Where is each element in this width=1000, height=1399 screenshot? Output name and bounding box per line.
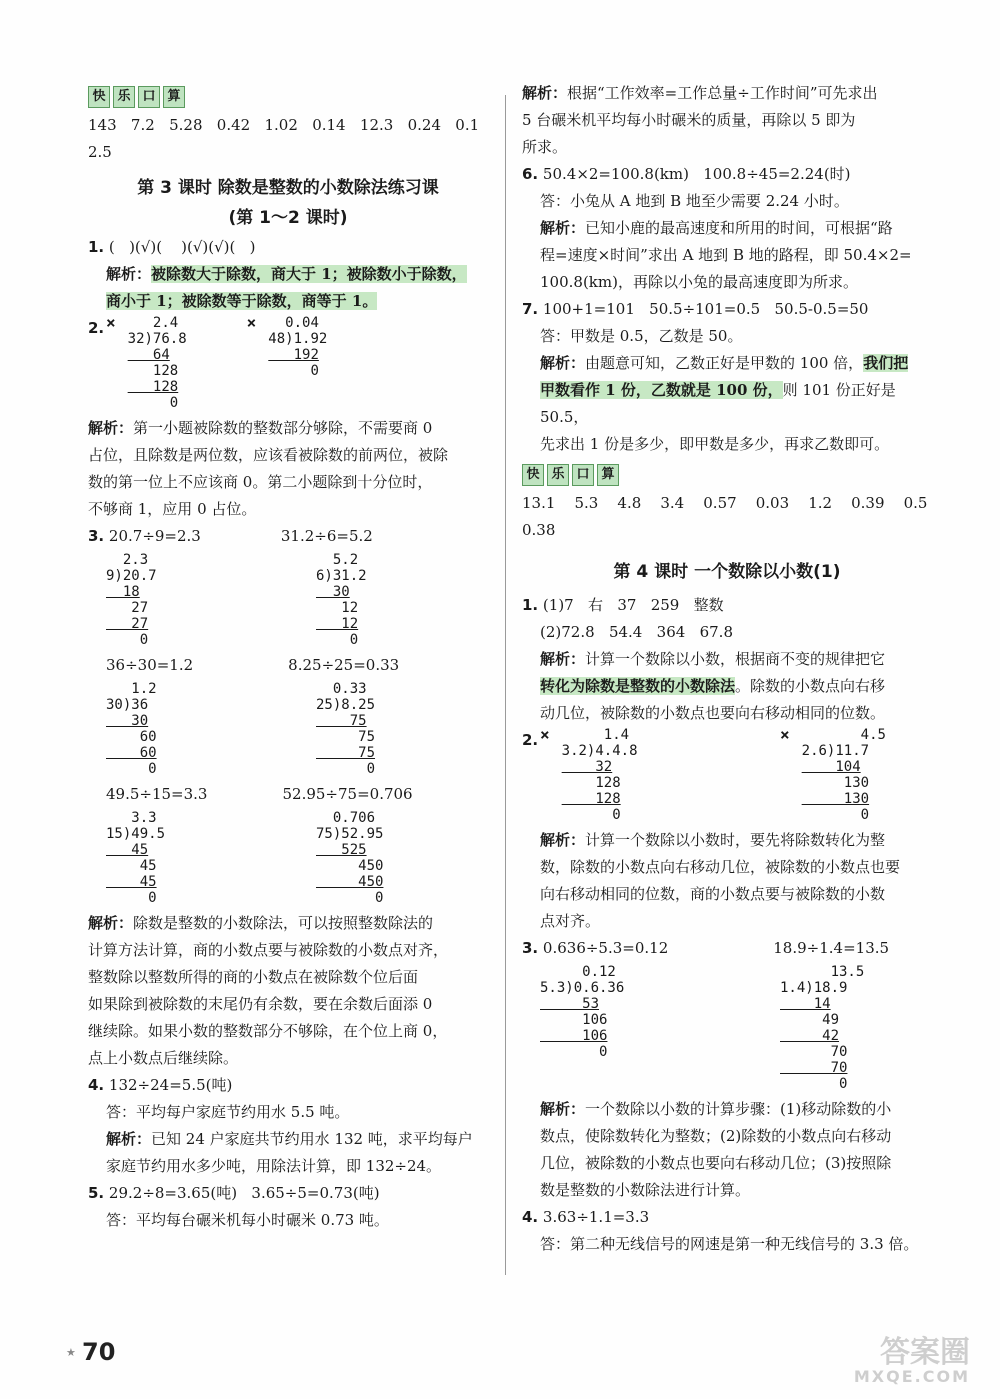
column-divider [505, 95, 506, 1275]
answer: 答：平均每台碾米机每小时碾米 0.73 吨。 [106, 1211, 389, 1229]
analysis: 解析：已知小鹿的最高速度和所用的时间，可根据“路 [540, 219, 893, 237]
question-1: 1. ( )(√)( )(√)(√)( ) [88, 238, 256, 256]
analysis-line: 计算方法计算，商的小数点要与被除数的小数点对齐， [88, 941, 449, 959]
analysis-line: 点对齐。 [540, 912, 601, 930]
analysis-line: 先求出 1 份是多少，即甲数是多少，再求乙数即可。 [540, 435, 890, 453]
analysis-line: 程=速度×时间”求出 A 地到 B 地的路程，即 50.4×2= [540, 246, 912, 264]
section-title: 第 4 课时 一个数除以小数(1) [613, 562, 841, 582]
analysis-line: 如果除到被除数的末尾仍有余数，要在余数后面添 0 [88, 995, 433, 1013]
kuaile-kousuan-badge: 快 乐 口 算 [88, 86, 185, 108]
analysis-line: 数，除数的小数点向右移动几位，被除数的小数点也要 [540, 858, 901, 876]
analysis-line: 5 台碾米机平均每小时碾米的质量，再除以 5 即为 [522, 111, 856, 129]
analysis: 解析：除数是整数的小数除法，可以按照整数除法的 [88, 914, 434, 932]
long-division: × 2.4 32)76.8 64 128 128 0 [106, 313, 187, 411]
kousuan-answers: 143 7.2 5.28 0.42 1.02 0.14 12.3 0.24 0.1 [88, 116, 480, 134]
analysis: 解析：根据“工作效率=工作总量÷工作时间”可先求出 [522, 84, 878, 102]
question-2: 2. [522, 731, 539, 749]
analysis-line: 占位，且除数是两位数，应该看被除数的前两位，被除 [88, 446, 449, 464]
long-division: × 4.5 2.6)11.7 104 130 130 0 [780, 725, 886, 823]
long-division: × 1.4 3.2)4.4.8 32 128 128 0 [540, 725, 638, 823]
question-1: 1. (1)7 右 37 259 整数 [522, 596, 724, 614]
question-2-calcs [88, 315, 488, 411]
question-5: 5. 29.2÷8=3.65(吨) 3.65÷5=0.73(吨) [88, 1184, 380, 1202]
answer-line: (2)72.8 54.4 364 67.8 [540, 623, 733, 641]
long-division: 0.706 75)52.95 525 450 450 0 [316, 810, 384, 906]
question-4: 4. 132÷24=5.5(吨) [88, 1076, 233, 1094]
left-column [88, 80, 488, 1234]
right-column [522, 80, 932, 1258]
question-3: 3. 0.636÷5.3=0.12 18.9÷1.4=13.5 [522, 939, 890, 957]
answer: 答：平均每户家庭节约用水 5.5 吨。 [106, 1103, 350, 1121]
question-2-calcs [522, 727, 932, 823]
question-7: 7. 100+1=101 50.5÷101=0.5 50.5-0.5=50 [522, 300, 869, 318]
analysis: 解析：一个数除以小数的计算步骤：(1)移动除数的小 [540, 1100, 892, 1118]
equations: 49.5÷15=3.3 52.95÷75=0.706 [106, 785, 413, 803]
analysis-line: 向右移动相同的位数，商的小数点要与被除数的小数 [540, 885, 886, 903]
star-icon: ★ [66, 1346, 76, 1359]
analysis: 解析：计算一个数除以小数时，要先将除数转化为整 [540, 831, 886, 849]
analysis-line: 动几位，被除数的小数点也要向右移动相同的位数。 [540, 704, 886, 722]
analysis-line: 所求。 [522, 138, 568, 156]
analysis-line: 数是整数的小数除法进行计算。 [540, 1181, 751, 1199]
analysis: 解析：由题意可知，乙数正好是甲数的 100 倍，我们把 [540, 354, 909, 372]
page-number: 70 [82, 1338, 116, 1366]
analysis-line: 整数除以整数所得的商的小数点在被除数个位后面 [88, 968, 419, 986]
analysis-line: 家庭节约用水多少吨，用除法计算，即 132÷24。 [106, 1157, 442, 1175]
answer: 答：小兔从 A 地到 B 地至少需要 2.24 小时。 [540, 192, 849, 210]
analysis: 解析：计算一个数除以小数，根据商不变的规律把它 [540, 650, 886, 668]
long-division: 0.33 25)8.25 75 75 75 0 [316, 681, 376, 777]
analysis-line: 数的第一位上不应该商 0。第二小题除到十分位时， [88, 473, 433, 491]
analysis-line: 数点，使除数转化为整数；(2)除数的小数点向右移动 [540, 1127, 892, 1145]
long-division: × 0.04 48)1.92 192 0 [246, 313, 328, 379]
analysis: 解析：被除数大于除数，商大于 1；被除数小于除数， [106, 265, 467, 283]
calc-group [88, 810, 488, 906]
analysis: 解析：第一小题被除数的整数部分够除，不需要商 0 [88, 419, 433, 437]
answer: 答：甲数是 0.5，乙数是 50。 [540, 327, 743, 345]
long-division: 1.2 30)36 30 60 60 0 [106, 681, 157, 777]
section-title: 第 3 课时 除数是整数的小数除法练习课 [137, 178, 439, 198]
analysis-line: 几位，被除数的小数点也要向右移动几位；(3)按照除 [540, 1154, 892, 1172]
answer: 答：第二种无线信号的网速是第一种无线信号的 3.3 倍。 [540, 1235, 919, 1253]
long-division: 13.5 1.4)18.9 14 49 42 70 70 0 [780, 964, 865, 1092]
analysis-line: 点上小数点后继续除。 [88, 1049, 239, 1067]
equations: 36÷30=1.2 8.25÷25=0.33 [106, 656, 400, 674]
question-4: 4. 3.63÷1.1=3.3 [522, 1208, 650, 1226]
long-division: 5.2 6)31.2 30 12 12 0 [316, 552, 367, 648]
analysis-line: 继续除。如果小数的整数部分不够除，在个位上商 0， [88, 1022, 448, 1040]
analysis-line: 转化为除数是整数的小数除法。除数的小数点向右移 [540, 677, 886, 695]
analysis-line: 甲数看作 1 份，乙数就是 100 份，则 101 份正好是 50.5， [540, 381, 901, 426]
kousuan-answers: 13.1 5.3 4.8 3.4 0.57 0.03 1.2 0.39 0.5 [522, 494, 928, 512]
long-division: 3.3 15)49.5 45 45 45 0 [106, 810, 166, 906]
calc-group [88, 552, 488, 648]
calc-group [522, 964, 932, 1092]
section-subtitle: (第 1～2 课时) [228, 208, 348, 228]
analysis-line: 不够商 1，应用 0 占位。 [88, 500, 257, 518]
kuaile-kousuan-badge: 快 乐 口 算 [522, 464, 619, 486]
question-6: 6. 50.4×2=100.8(km) 100.8÷45=2.24(时) [522, 165, 851, 183]
question-3: 3. 20.7÷9=2.3 31.2÷6=5.2 [88, 527, 373, 545]
analysis: 解析：已知 24 户家庭共节约用水 132 吨，求平均每户 [106, 1130, 473, 1148]
question-2: 2. [88, 319, 105, 337]
analysis-cont: 商小于 1；被除数等于除数，商等于 1。 [106, 292, 378, 310]
long-division: 2.3 9)20.7 18 27 27 0 [106, 552, 157, 648]
analysis-line: 100.8(km)，再除以小兔的最高速度即为所求。 [540, 273, 858, 291]
calc-group [88, 681, 488, 777]
watermark-logo: 答案圈 MXQE.COM [853, 1335, 970, 1386]
kousuan-answers-cont: 2.5 [88, 143, 112, 161]
long-division: 0.12 5.3)0.6.36 53 106 106 0 [540, 964, 625, 1060]
kousuan-answers-cont: 0.38 [522, 521, 556, 539]
